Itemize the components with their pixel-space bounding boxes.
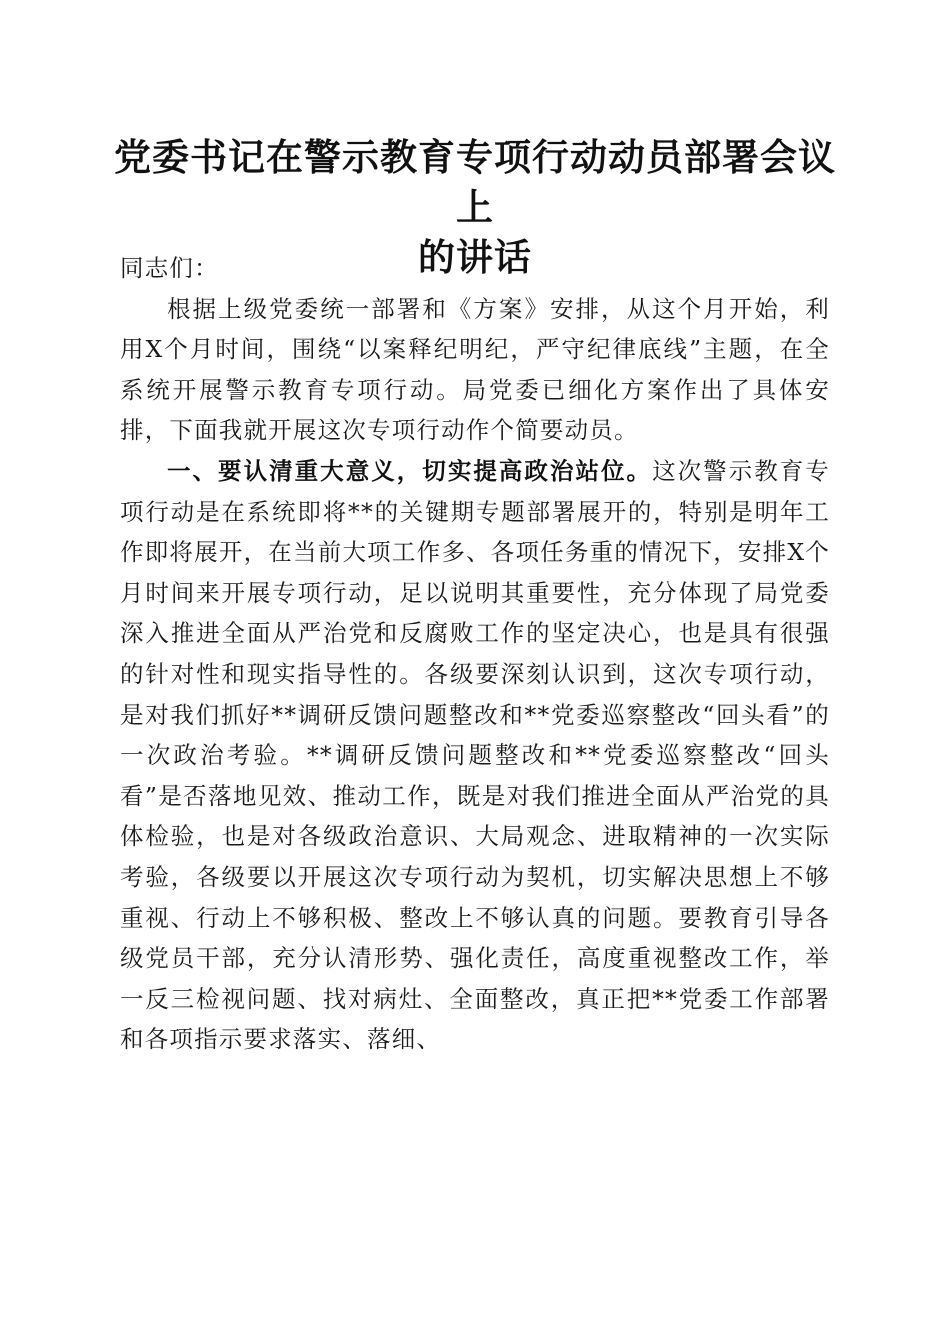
salutation: 同志们： — [120, 254, 219, 282]
intro-paragraph: 根据上级党委统一部署和《方案》安排，从这个月开始，利用X个月时间，围绕“以案释纪明纪，严守纪律底线”主题，在全系统开展警示教育专项行动。局党委已细化方案作出了具体安排，下面我就开展这次专项行动作个简要动员。 — [120, 294, 830, 445]
title-line-2: 的讲话 — [418, 235, 532, 279]
title-line-1: 党委书记在警示教育专项行动动员部署会议上 — [114, 135, 836, 229]
section-1-heading: 一、要认清重大意义，切实提高政治站位。 — [167, 456, 653, 485]
section-1-text: 这次警示教育专项行动是在系统即将**的关键期专题部署展开的，特别是明年工作即将展开，在当前大项工作多、各项任务重的情况下，安排X个月时间来开展专项行动，足以说明其重要性，充分体现了局党委深入推进全面从严治党和反腐败工作的坚定决心，也是具有很强的针对性和现实指导性的。各级要深刻认识到，这次专项行动，是对我们抓好**调研反馈问题整改和**党委巡察整改“回头看”的一次政治考验。**调研反馈问题整改和**党委巡察整改“回头看”是否落地见效、推动工作，既是对我们推进全面从严治党的具体检验，也是对各级政治意识、大局观念、进取精神的一次实际考验，各级要以开展这次专项行动为契机，切实解决思想上不够重视、行动上不够积极、整改上不够认真的问题。要教育引导各级党员干部，充分认清形势、强化责任，高度重视整改工作，举一反三检视问题、找对病灶、全面整改，真正把**党委工作部署和各项指示要求落实、落细、 — [120, 456, 830, 1054]
document-body — [120, 248, 830, 1060]
section-1-paragraph — [120, 451, 830, 1060]
